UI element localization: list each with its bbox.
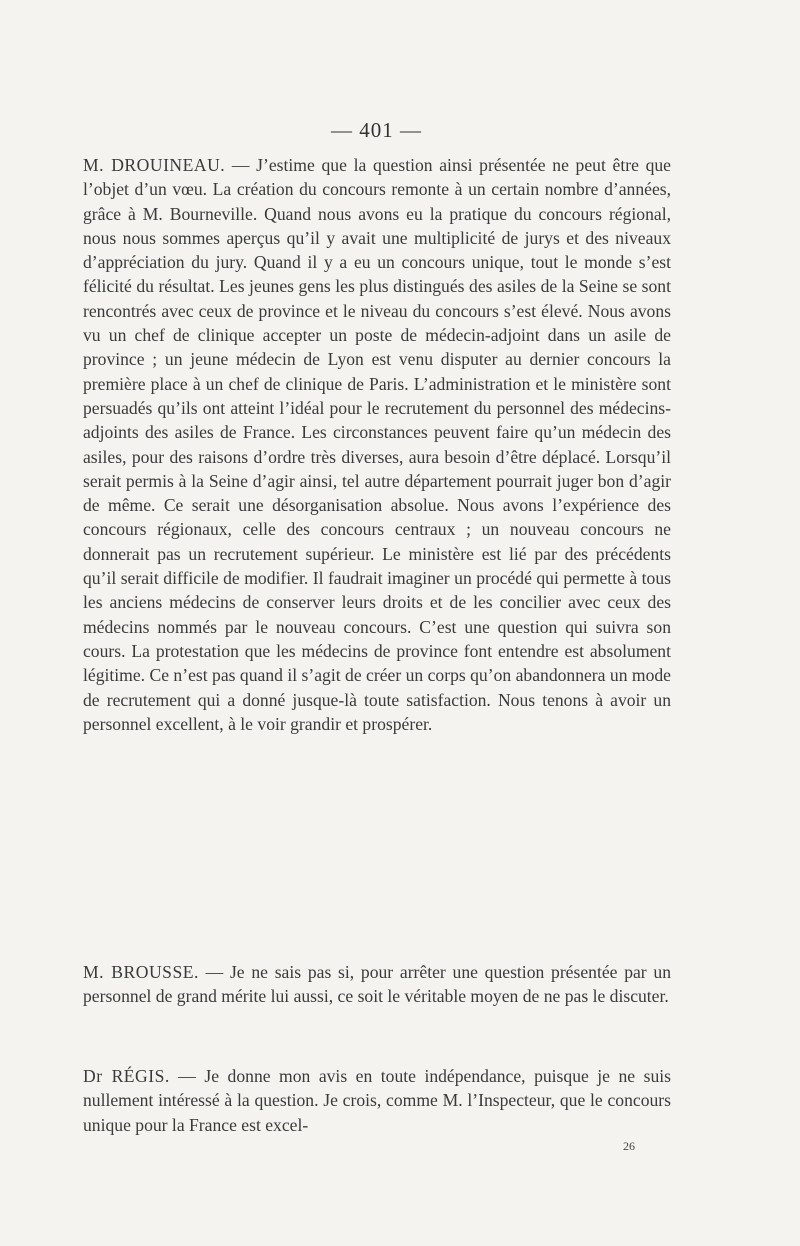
signature-mark: 26 (623, 1139, 635, 1153)
paragraph-drouineau (83, 153, 671, 736)
speaker-name: Dr RÉGIS. (83, 1066, 170, 1086)
speaker-name: M. DROUINEAU. (83, 155, 226, 175)
speaker-name: M. BROUSSE. (83, 962, 199, 982)
paragraph-text: — Je donne mon avis en toute indépendance, puisque je ne suis nullement intéressé à la question. Je crois, comme M. l’Inspecteur, que le concours unique pour la France est excel- (83, 1066, 671, 1135)
paragraph-regis (83, 1064, 671, 1137)
page-number: — 401 — (331, 118, 422, 142)
paragraph-text: — Je ne sais pas si, pour arrêter une question présentée par un personnel de grand mérite lui aussi, ce soit le véritable moyen de ne pas le discuter. (83, 962, 671, 1007)
paragraph-text: — J’estime que la question ainsi présentée ne peut être que l’objet d’un vœu. La création du concours remonte à un certain nombre d’années, grâce à M. Bourneville. Quand nous avons eu la pratique du concours régional, nous nous sommes aperçus qu’il y avait une multiplicité de jurys et des niveaux d’appréciation du jury. Quand il y a eu un concours unique, tout le monde s’est félicité du résultat. Les jeunes gens les plus distingués des asiles de la Seine se sont rencontrés avec ceux de province et le niveau du concours s’est élevé. Nous avons vu un chef de clinique accepter un poste de médecin-adjoint dans un asile de province ; un jeune médecin de Lyon est venu disputer au dernier concours la première place à un chef de clinique de Paris. L’administration et le ministère sont persuadés qu’ils ont atteint l’idéal pour le recrutement du personnel des médecins-adjoints des asiles de France. Les circonstances peuvent faire qu’un médecin des asiles, pour des raisons d’ordre très diverses, aura besoin d’être déplacé. Lorsqu’il serait permis à la Seine d’agir ainsi, tel autre département pourrait juger bon d’agir de même. Ce serait une désorganisation absolue. Nous avons l’expérience des concours régionaux, celle des concours centraux ; un nouveau concours ne donnerait pas un recrutement supérieur. Le ministère est lié par des précédents qu’il serait difficile de modifier. Il faudrait imaginer un procédé qui permette à tous les anciens médecins de conserver leurs droits et de les concilier avec ceux des médecins nommés par le nouveau concours. C’est une question qui suivra son cours. La protestation que les médecins de province font entendre est absolument légitime. Ce n’est pas quand il s’agit de créer un corps qu’on abandonnera un mode de recrutement qui a donné jusque-là toute satisfaction. Nous tenons à avoir un personnel excellent, à le voir grandir et prospérer. (83, 155, 671, 734)
paragraph-brousse (83, 960, 671, 1009)
